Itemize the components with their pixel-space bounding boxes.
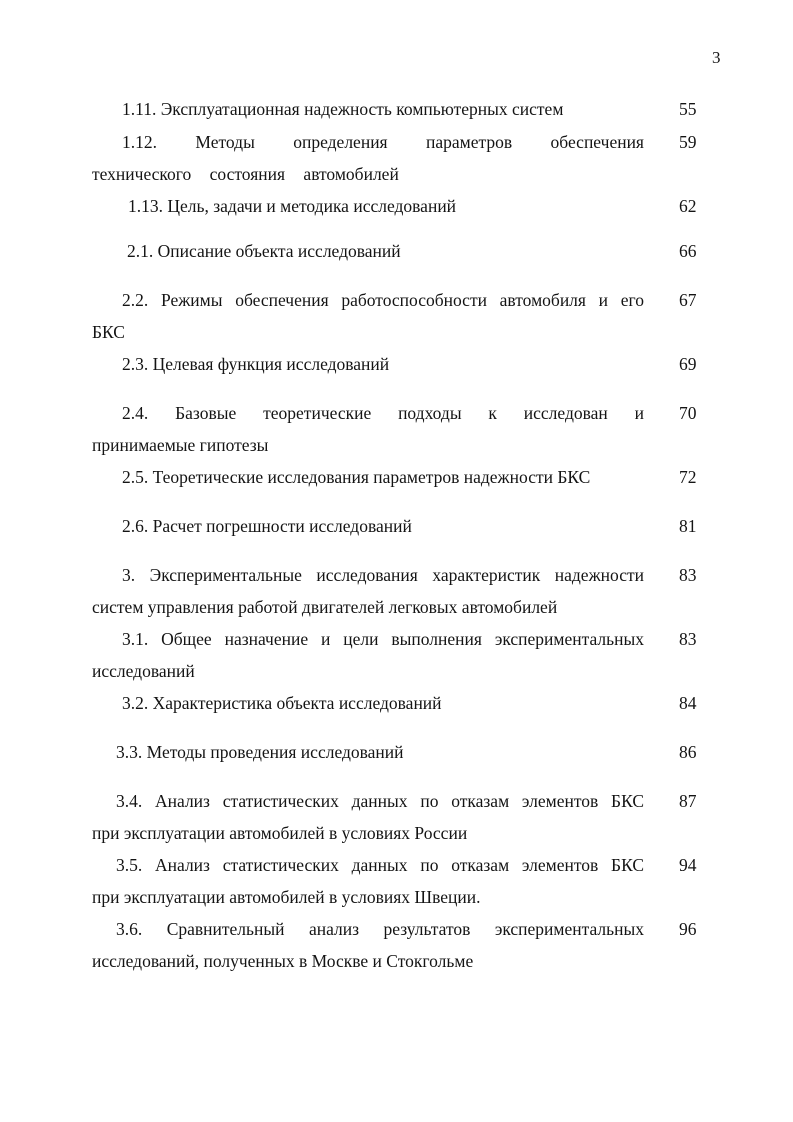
toc-entry-title: 2.4. Базовые теоретические подходы к исследован и <box>122 403 644 423</box>
toc-entry-title: 3.4. Анализ статистических данных по отказам элементов БКС <box>116 791 644 811</box>
toc-entry-page: 96 <box>679 919 697 939</box>
toc-entry-title-continued: технического состояния автомобилей <box>92 164 399 184</box>
toc-entry-title-continued: исследований <box>92 661 195 681</box>
toc-entry-page: 83 <box>679 629 697 649</box>
toc-entry-title: 3.1. Общее назначение и цели выполнения экспериментальных <box>122 629 644 649</box>
toc-entry-title: 3.3. Методы проведения исследований <box>116 742 404 762</box>
toc-entry-page: 69 <box>679 354 697 374</box>
toc-entry-title: 3.5. Анализ статистических данных по отказам элементов БКС <box>116 855 644 875</box>
toc-entry-page: 70 <box>679 403 697 423</box>
toc-entry-page: 83 <box>679 565 697 585</box>
toc-entry-title-continued: исследований, полученных в Москве и Стокгольме <box>92 951 474 971</box>
toc-entry-page: 84 <box>679 693 697 713</box>
toc-entry-page: 55 <box>679 99 697 119</box>
toc-entry-title: 3.2. Характеристика объекта исследований <box>122 693 442 713</box>
toc-entry-title: 2.6. Расчет погрешности исследований <box>122 516 412 536</box>
page-number: 3 <box>712 48 721 67</box>
toc-entry-title: 2.5. Теоретические исследования параметров надежности БКС <box>122 467 591 487</box>
toc-entry-title: 1.13. Цель, задачи и методика исследований <box>128 196 457 216</box>
toc-entry-title: 1.12. Методы определения параметров обеспечения <box>122 132 644 152</box>
toc-entry-page: 59 <box>679 132 697 152</box>
toc-entry-title-continued: принимаемые гипотезы <box>92 435 269 455</box>
toc-entry-title: 3. Экспериментальные исследования характеристик надежности <box>122 565 644 585</box>
toc-entry-title: 3.6. Сравнительный анализ результатов экспериментальных <box>116 919 644 939</box>
toc-entry-title: 2.2. Режимы обеспечения работоспособности автомобиля и его <box>122 290 644 310</box>
toc-entry-title-continued: при эксплуатации автомобилей в условиях Швеции. <box>92 887 481 907</box>
toc-entry-page: 62 <box>679 196 697 216</box>
toc-entry-page: 66 <box>679 241 697 261</box>
toc-entry-title: 2.1. Описание объекта исследований <box>127 241 401 261</box>
toc-entry-title-continued: при эксплуатации автомобилей в условиях России <box>92 823 468 843</box>
toc-entry-title-continued: БКС <box>92 322 125 342</box>
toc-entry-title-continued: систем управления работой двигателей легковых автомобилей <box>92 597 558 617</box>
toc-entry-page: 86 <box>679 742 697 762</box>
toc-entry-page: 94 <box>679 855 697 875</box>
toc-entry-page: 87 <box>679 791 697 811</box>
toc-entry-page: 67 <box>679 290 697 310</box>
toc-entry-title: 2.3. Целевая функция исследований <box>122 354 390 374</box>
toc-entry-page: 81 <box>679 516 697 536</box>
toc-entry-page: 72 <box>679 467 697 487</box>
toc-entry-title: 1.11. Эксплуатационная надежность компьютерных систем <box>122 99 564 119</box>
